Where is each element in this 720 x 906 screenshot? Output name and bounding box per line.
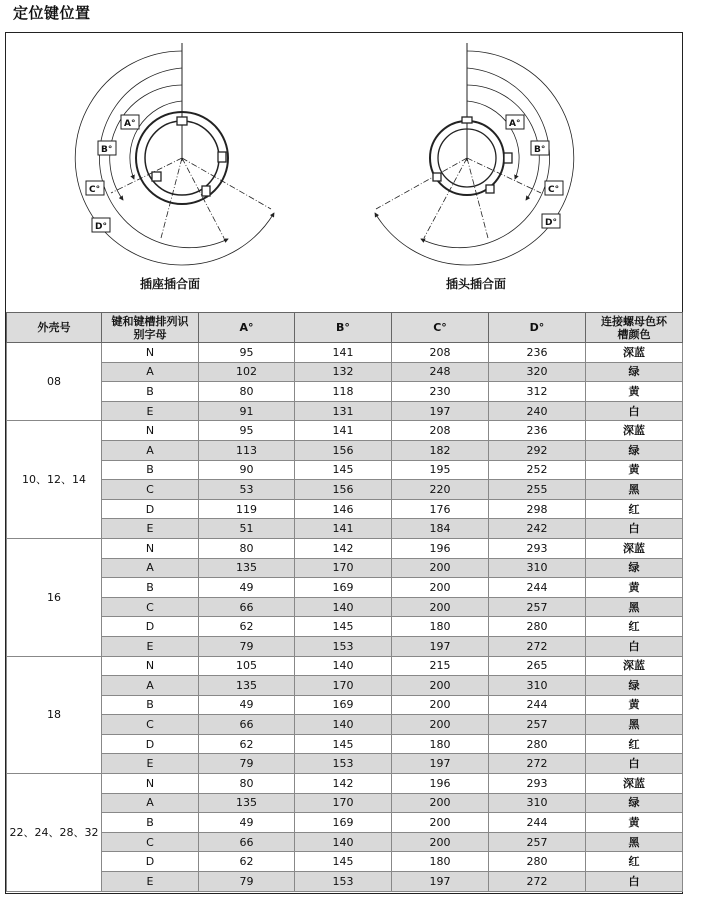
- table-row: [7, 597, 683, 617]
- header-angle-a: A°: [199, 313, 295, 343]
- header-angle-b: B°: [295, 313, 392, 343]
- nut-color-cell: 白: [586, 519, 683, 539]
- key-letter-cell: B: [102, 695, 199, 715]
- nut-color-cell: 黄: [586, 460, 683, 480]
- receptacle-angle-labels: [89, 119, 135, 232]
- key-letter-cell: C: [102, 715, 199, 735]
- table-row: [7, 480, 683, 500]
- angle-d-cell: 272: [489, 872, 586, 892]
- key-letter-cell: A: [102, 793, 199, 813]
- angle-a-cell: 79: [199, 754, 295, 774]
- nut-color-cell: 黑: [586, 832, 683, 852]
- angle-d-cell: 293: [489, 538, 586, 558]
- angle-d-cell: 265: [489, 656, 586, 676]
- angle-d-cell: 280: [489, 852, 586, 872]
- table-row: [7, 343, 683, 363]
- plug-caption: 插头插合面: [446, 277, 507, 291]
- angle-d-cell: 272: [489, 636, 586, 656]
- table-row: [7, 832, 683, 852]
- nut-color-cell: 黑: [586, 480, 683, 500]
- angle-b-cell: 145: [295, 852, 392, 872]
- page-title: 定位键位置: [13, 4, 91, 22]
- shell-size-cell: 18: [7, 656, 102, 774]
- angle-c-cell: 200: [392, 578, 489, 598]
- angle-b-cell: 142: [295, 538, 392, 558]
- key-letter-cell: D: [102, 852, 199, 872]
- angle-a-cell: 66: [199, 597, 295, 617]
- angle-c-cell: 200: [392, 715, 489, 735]
- angle-b-cell: 153: [295, 754, 392, 774]
- shell-size-cell: 08: [7, 343, 102, 421]
- table-row: [7, 636, 683, 656]
- table-row: [7, 401, 683, 421]
- angle-d-cell: 310: [489, 676, 586, 696]
- angle-a-cell: 135: [199, 793, 295, 813]
- angle-a-cell: 95: [199, 343, 295, 363]
- angle-d-cell: 310: [489, 558, 586, 578]
- label-a: A°: [509, 119, 521, 129]
- angle-b-cell: 141: [295, 519, 392, 539]
- angle-c-cell: 230: [392, 382, 489, 402]
- angle-d-cell: 272: [489, 754, 586, 774]
- nut-color-cell: 红: [586, 499, 683, 519]
- key-letter-cell: A: [102, 362, 199, 382]
- angle-d-cell: 257: [489, 832, 586, 852]
- angle-b-cell: 153: [295, 636, 392, 656]
- nut-color-cell: 白: [586, 872, 683, 892]
- table-row: [7, 538, 683, 558]
- key-letter-cell: E: [102, 636, 199, 656]
- table-row: [7, 676, 683, 696]
- label-d: D°: [95, 222, 107, 232]
- angle-b-cell: 141: [295, 421, 392, 441]
- angle-b-cell: 145: [295, 617, 392, 637]
- angle-d-cell: 312: [489, 382, 586, 402]
- table-row: [7, 617, 683, 637]
- nut-color-cell: 黄: [586, 695, 683, 715]
- angle-b-cell: 145: [295, 460, 392, 480]
- diagram-area: [6, 33, 682, 312]
- angle-b-cell: 140: [295, 715, 392, 735]
- angle-a-cell: 135: [199, 676, 295, 696]
- table-row: [7, 440, 683, 460]
- angle-d-cell: 236: [489, 421, 586, 441]
- angle-a-cell: 90: [199, 460, 295, 480]
- nut-color-cell: 红: [586, 734, 683, 754]
- key-letter-cell: B: [102, 382, 199, 402]
- angle-a-cell: 80: [199, 538, 295, 558]
- angle-b-cell: 140: [295, 656, 392, 676]
- table-row: [7, 656, 683, 676]
- angle-c-cell: 200: [392, 695, 489, 715]
- key-letter-cell: A: [102, 676, 199, 696]
- nut-color-cell: 黑: [586, 715, 683, 735]
- angle-a-cell: 49: [199, 578, 295, 598]
- nut-color-cell: 红: [586, 617, 683, 637]
- key-letter-cell: E: [102, 754, 199, 774]
- nut-color-cell: 黄: [586, 578, 683, 598]
- key-letter-cell: B: [102, 578, 199, 598]
- key-letter-cell: E: [102, 519, 199, 539]
- table-row: [7, 715, 683, 735]
- angle-d-cell: 280: [489, 734, 586, 754]
- angle-c-cell: 195: [392, 460, 489, 480]
- nut-color-cell: 深蓝: [586, 421, 683, 441]
- angle-a-cell: 66: [199, 715, 295, 735]
- key-letter-cell: N: [102, 343, 199, 363]
- angle-b-cell: 169: [295, 813, 392, 833]
- table-row: [7, 460, 683, 480]
- key-letter-cell: B: [102, 460, 199, 480]
- angle-b-cell: 131: [295, 401, 392, 421]
- key-letter-cell: C: [102, 480, 199, 500]
- angle-b-cell: 153: [295, 872, 392, 892]
- angle-c-cell: 220: [392, 480, 489, 500]
- angle-d-cell: 244: [489, 695, 586, 715]
- key-letter-cell: E: [102, 872, 199, 892]
- nut-color-cell: 深蓝: [586, 774, 683, 794]
- angle-d-cell: 298: [489, 499, 586, 519]
- table-row: [7, 813, 683, 833]
- table-row: [7, 695, 683, 715]
- angle-a-cell: 105: [199, 656, 295, 676]
- angle-a-cell: 66: [199, 832, 295, 852]
- angle-d-cell: 310: [489, 793, 586, 813]
- table-row: [7, 578, 683, 598]
- nut-color-cell: 白: [586, 401, 683, 421]
- angle-c-cell: 200: [392, 558, 489, 578]
- key-letter-cell: B: [102, 813, 199, 833]
- key-letter-cell: N: [102, 774, 199, 794]
- angle-d-cell: 242: [489, 519, 586, 539]
- angle-a-cell: 49: [199, 813, 295, 833]
- angle-c-cell: 197: [392, 401, 489, 421]
- table-row: [7, 754, 683, 774]
- angle-c-cell: 196: [392, 774, 489, 794]
- angle-c-cell: 200: [392, 832, 489, 852]
- nut-color-cell: 白: [586, 636, 683, 656]
- nut-color-cell: 绿: [586, 558, 683, 578]
- header-angle-c: C°: [392, 313, 489, 343]
- angle-a-cell: 79: [199, 636, 295, 656]
- angle-a-cell: 80: [199, 382, 295, 402]
- table-row: [7, 519, 683, 539]
- angle-b-cell: 156: [295, 480, 392, 500]
- angle-d-cell: 292: [489, 440, 586, 460]
- keyway-diagrams: [6, 33, 682, 312]
- keyway-table: [6, 312, 683, 892]
- angle-a-cell: 102: [199, 362, 295, 382]
- angle-c-cell: 182: [392, 440, 489, 460]
- nut-color-cell: 黑: [586, 597, 683, 617]
- angle-d-cell: 255: [489, 480, 586, 500]
- header-key-letter: 键和键槽排列识别字母: [102, 313, 199, 343]
- shell-size-cell: 22、24、28、32: [7, 774, 102, 892]
- label-c: C°: [548, 185, 560, 195]
- angle-c-cell: 197: [392, 636, 489, 656]
- nut-color-cell: 黄: [586, 813, 683, 833]
- receptacle-caption: 插座插合面: [140, 277, 201, 291]
- key-letter-cell: A: [102, 558, 199, 578]
- angle-c-cell: 248: [392, 362, 489, 382]
- angle-c-cell: 176: [392, 499, 489, 519]
- angle-a-cell: 113: [199, 440, 295, 460]
- table-row: [7, 734, 683, 754]
- label-c: C°: [89, 185, 101, 195]
- angle-d-cell: 257: [489, 597, 586, 617]
- key-letter-cell: D: [102, 617, 199, 637]
- angle-d-cell: 240: [489, 401, 586, 421]
- angle-a-cell: 80: [199, 774, 295, 794]
- key-letter-cell: C: [102, 597, 199, 617]
- table-row: [7, 421, 683, 441]
- nut-color-cell: 绿: [586, 676, 683, 696]
- angle-d-cell: 244: [489, 813, 586, 833]
- table-row: [7, 499, 683, 519]
- angle-a-cell: 51: [199, 519, 295, 539]
- nut-color-cell: 绿: [586, 440, 683, 460]
- angle-b-cell: 141: [295, 343, 392, 363]
- label-b: B°: [101, 145, 113, 155]
- angle-c-cell: 184: [392, 519, 489, 539]
- nut-color-cell: 白: [586, 754, 683, 774]
- table-body: [7, 343, 683, 892]
- key-letter-cell: D: [102, 499, 199, 519]
- angle-c-cell: 208: [392, 343, 489, 363]
- table-header-row: [7, 313, 683, 343]
- key-letter-cell: E: [102, 401, 199, 421]
- angle-c-cell: 200: [392, 676, 489, 696]
- label-a: A°: [124, 119, 136, 129]
- angle-c-cell: 180: [392, 734, 489, 754]
- angle-d-cell: 280: [489, 617, 586, 637]
- angle-b-cell: 156: [295, 440, 392, 460]
- angle-b-cell: 170: [295, 676, 392, 696]
- angle-a-cell: 79: [199, 872, 295, 892]
- angle-b-cell: 140: [295, 832, 392, 852]
- angle-b-cell: 140: [295, 597, 392, 617]
- angle-a-cell: 119: [199, 499, 295, 519]
- nut-color-cell: 深蓝: [586, 656, 683, 676]
- angle-d-cell: 236: [489, 343, 586, 363]
- table-row: [7, 382, 683, 402]
- shell-size-cell: 16: [7, 538, 102, 656]
- angle-b-cell: 145: [295, 734, 392, 754]
- angle-d-cell: 293: [489, 774, 586, 794]
- key-letter-cell: C: [102, 832, 199, 852]
- header-nut-color: 连接螺母色环槽颜色: [586, 313, 683, 343]
- angle-c-cell: 197: [392, 754, 489, 774]
- angle-c-cell: 180: [392, 852, 489, 872]
- angle-b-cell: 170: [295, 793, 392, 813]
- nut-color-cell: 深蓝: [586, 343, 683, 363]
- angle-c-cell: 200: [392, 813, 489, 833]
- label-d: D°: [545, 218, 557, 228]
- angle-b-cell: 132: [295, 362, 392, 382]
- angle-a-cell: 62: [199, 852, 295, 872]
- angle-b-cell: 146: [295, 499, 392, 519]
- angle-a-cell: 135: [199, 558, 295, 578]
- angle-a-cell: 95: [199, 421, 295, 441]
- angle-a-cell: 53: [199, 480, 295, 500]
- nut-color-cell: 绿: [586, 362, 683, 382]
- angle-c-cell: 196: [392, 538, 489, 558]
- label-b: B°: [534, 145, 546, 155]
- angle-c-cell: 215: [392, 656, 489, 676]
- angle-d-cell: 257: [489, 715, 586, 735]
- header-angle-d: D°: [489, 313, 586, 343]
- angle-d-cell: 252: [489, 460, 586, 480]
- nut-color-cell: 红: [586, 852, 683, 872]
- angle-a-cell: 62: [199, 734, 295, 754]
- spec-frame: [5, 32, 683, 894]
- table-row: [7, 558, 683, 578]
- table-row: [7, 774, 683, 794]
- angle-c-cell: 197: [392, 872, 489, 892]
- table-row: [7, 852, 683, 872]
- angle-d-cell: 320: [489, 362, 586, 382]
- table-row: [7, 872, 683, 892]
- nut-color-cell: 黄: [586, 382, 683, 402]
- angle-d-cell: 244: [489, 578, 586, 598]
- key-letter-cell: N: [102, 656, 199, 676]
- angle-a-cell: 91: [199, 401, 295, 421]
- key-letter-cell: D: [102, 734, 199, 754]
- angle-b-cell: 169: [295, 578, 392, 598]
- nut-color-cell: 深蓝: [586, 538, 683, 558]
- table-row: [7, 362, 683, 382]
- key-letter-cell: N: [102, 538, 199, 558]
- angle-b-cell: 169: [295, 695, 392, 715]
- angle-a-cell: 49: [199, 695, 295, 715]
- key-letter-cell: A: [102, 440, 199, 460]
- angle-c-cell: 180: [392, 617, 489, 637]
- angle-b-cell: 118: [295, 382, 392, 402]
- angle-c-cell: 200: [392, 597, 489, 617]
- table-row: [7, 793, 683, 813]
- header-shell-size: 外壳号: [7, 313, 102, 343]
- nut-color-cell: 绿: [586, 793, 683, 813]
- angle-c-cell: 208: [392, 421, 489, 441]
- angle-b-cell: 142: [295, 774, 392, 794]
- angle-a-cell: 62: [199, 617, 295, 637]
- key-letter-cell: N: [102, 421, 199, 441]
- angle-b-cell: 170: [295, 558, 392, 578]
- angle-c-cell: 200: [392, 793, 489, 813]
- shell-size-cell: 10、12、14: [7, 421, 102, 539]
